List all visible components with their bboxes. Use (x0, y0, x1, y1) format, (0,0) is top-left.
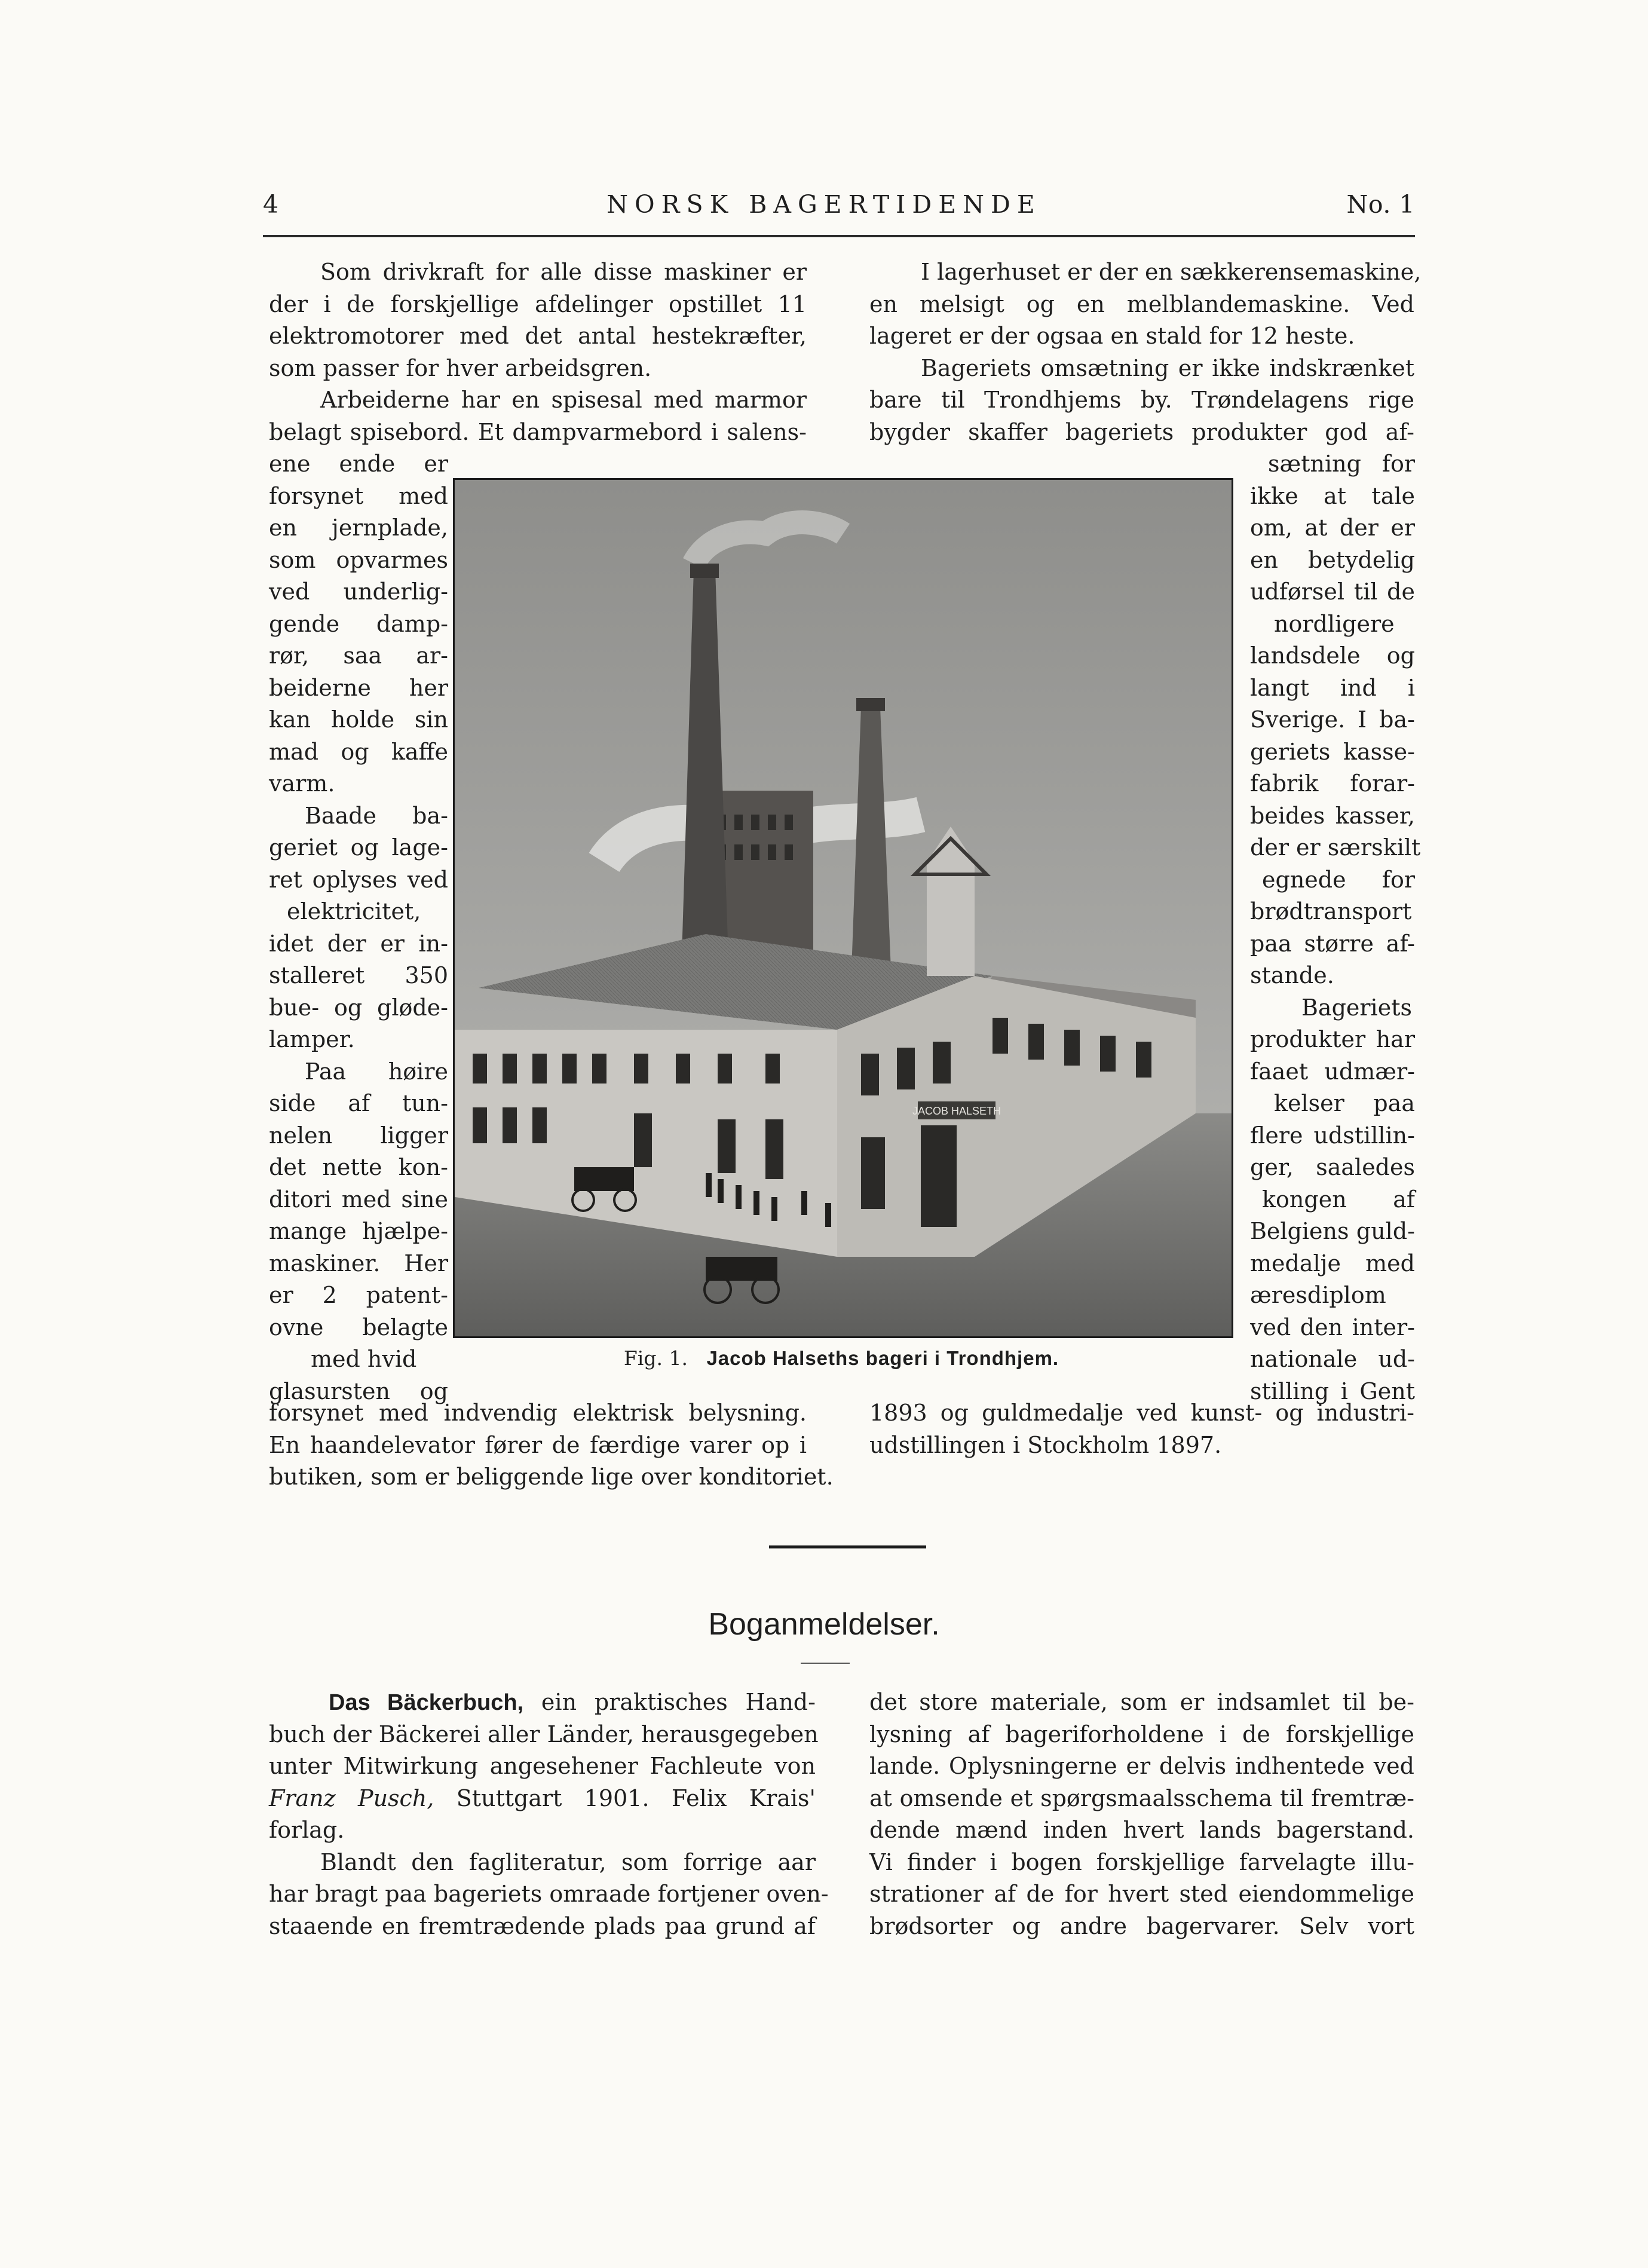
editor-name: Franz Pusch, (269, 1785, 434, 1811)
column-right-top (869, 256, 1422, 448)
text-line: brødtransport (1250, 898, 1412, 925)
text-line: maskiner. Her (269, 1250, 448, 1277)
figure-caption (453, 1346, 1230, 1370)
text-line: staaende en fremtrædende plads paa grund af (269, 1912, 816, 1939)
text-line: fabrik forar- (1250, 770, 1415, 797)
text-line: belagt spisebord. Et dampvarmebord i salens- (269, 418, 807, 445)
review-column-right (869, 1687, 1414, 1942)
text-line: elektromotorer med det antal hestekræfter, (269, 323, 807, 349)
text-line: beides kasser, (1250, 802, 1415, 829)
text-line: Arbeiderne har en spisesal med marmor (320, 387, 807, 413)
text-line: brødsorter og andre bagervarer. Selv vort (869, 1912, 1414, 1939)
text-line: lande. Oplysningerne er delvis indhentede ved (869, 1753, 1414, 1779)
text-line: ret oplyses ved (269, 866, 448, 893)
text-line: bue- og gløde- (269, 994, 448, 1021)
text-line: Paa høire (305, 1058, 448, 1085)
text-line: kongen af (1262, 1186, 1415, 1213)
page-number: 4 (263, 190, 279, 219)
text-line: har bragt paa bageriets omraade fortjener oven- (269, 1881, 829, 1907)
text-line: Bageriets omsætning er ikke indskrænket (921, 354, 1414, 381)
text-line: Vi finder i bogen forskjellige farvelagte illu- (869, 1848, 1414, 1875)
text-fragment: Stuttgart 1901. Felix Krais' (434, 1785, 816, 1811)
section-title-underline (801, 1663, 850, 1664)
text-line: en melsigt og en melblandemaskine. Ved (869, 290, 1414, 317)
text-line: En haandelevator fører de færdige varer op i (269, 1431, 807, 1458)
text-line: som passer for hver arbeidsgren. (269, 354, 652, 381)
text-line: der er særskilt (1250, 834, 1421, 861)
column-right-wrap (1250, 448, 1421, 1407)
journal-title: NORSK BAGERTIDENDE (606, 190, 1042, 219)
text-line: der i de forskjellige afdelinger opstillet 11 (269, 290, 807, 317)
review-column-left (269, 1687, 829, 1942)
text-line: ger, saaledes (1250, 1154, 1415, 1180)
text-line: kan holde sin (269, 706, 448, 733)
text-line: som opvarmes (269, 546, 448, 573)
column-right-bottom (869, 1397, 1414, 1461)
text-line: unter Mitwirkung angesehener Fachleute von (269, 1753, 816, 1779)
text-line: geriets kasse- (1250, 738, 1415, 765)
text-line: gende damp- (269, 610, 448, 637)
text-line: landsdele og (1250, 642, 1415, 669)
text-line: stande. (1250, 962, 1334, 988)
text-line: glasursten og (269, 1378, 448, 1404)
text-line: lamper. (269, 1026, 355, 1052)
text-line: produkter har (1250, 1026, 1415, 1052)
text-line: det nette kon- (269, 1154, 448, 1180)
text-line: Som drivkraft for alle disse maskiner er (320, 259, 807, 285)
text-line: om, at der er (1250, 515, 1415, 541)
text-line: dende mænd inden hvert lands bagerstand. (869, 1817, 1414, 1843)
text-line: udstillingen i Stockholm 1897. (869, 1431, 1222, 1458)
figure-title: Jacob Halseths bageri i Trondhjem. (706, 1347, 1059, 1369)
text-line: Blandt den fagliteratur, som forrige aar (320, 1848, 816, 1875)
text-line: Baade ba- (305, 802, 448, 829)
text-line: ene ende er (269, 451, 448, 477)
text-line: med hvid (311, 1346, 417, 1372)
text-line: lysning af bageriforholdene i de forskjellige (869, 1721, 1414, 1747)
text-line: nationale ud- (1250, 1346, 1415, 1372)
section-title: Boganmeldelser. (708, 1607, 940, 1642)
issue-number: No. 1 (1346, 190, 1415, 219)
text-line: Belgiens guld- (1250, 1218, 1415, 1244)
section-rule (769, 1545, 926, 1548)
text-line: bygder skaffer bageriets produkter god af- (869, 418, 1414, 445)
text-line: butiken, som er beliggende lige over konditoriet. (269, 1464, 834, 1490)
text-line: beiderne her (269, 674, 448, 701)
text-line: 1893 og guldmedalje ved kunst- og industri- (869, 1400, 1414, 1426)
text-line: langt ind i (1250, 674, 1415, 701)
bakery-photograph (453, 478, 1233, 1338)
text-line: stalleret 350 (269, 962, 448, 988)
text-line: ved underlig- (269, 579, 448, 605)
text-line: udførsel til de (1250, 579, 1415, 605)
text-line: varm. (269, 770, 335, 797)
text-line: stilling i Gent (1250, 1378, 1415, 1404)
text-line: er 2 patent- (269, 1282, 448, 1308)
text-line: geriet og lage- (269, 834, 448, 861)
text-line: paa større af- (1250, 930, 1415, 957)
text-line: elektricitet, (287, 898, 421, 925)
text-line: rør, saa ar- (269, 642, 448, 669)
text-line: æresdiplom (1250, 1282, 1386, 1308)
text-line: mad og kaffe (269, 738, 448, 765)
column-left-wrap (269, 448, 448, 1407)
figure-label: Fig. 1. (623, 1346, 688, 1370)
text-line: lageret er der ogsaa en stald for 12 heste. (869, 323, 1355, 349)
text-line: nelen ligger (269, 1122, 448, 1149)
text-line: strationer af de for hvert sted eiendommelige (869, 1881, 1414, 1907)
text-line: egnede for (1262, 866, 1415, 893)
text-line (269, 1783, 816, 1815)
text-line: sætning for (1268, 451, 1415, 477)
text-line: bare til Trondhjems by. Trøndelagens rige (869, 387, 1414, 413)
book-title: Das Bäckerbuch, (329, 1690, 524, 1715)
text-line (269, 1687, 816, 1719)
text-line: side af tun- (269, 1090, 448, 1116)
text-line: mange hjælpe- (269, 1218, 448, 1244)
text-line: medalje med (1250, 1250, 1415, 1277)
header-rule (263, 235, 1415, 237)
text-line: Bageriets (1301, 994, 1412, 1021)
column-left-bottom (269, 1397, 834, 1493)
text-line: kelser paa (1274, 1090, 1415, 1116)
text-fragment: ein praktisches Hand- (523, 1689, 816, 1715)
text-line: ovne belagte (269, 1314, 448, 1340)
text-line: ditori med sine (269, 1186, 448, 1213)
text-line: forlag. (269, 1817, 345, 1843)
text-line: en jernplade, (269, 515, 448, 541)
text-line: idet der er in- (269, 930, 448, 957)
text-line: flere udstillin- (1250, 1122, 1415, 1149)
bakery-sign: JACOB HALSETH (912, 1105, 1001, 1117)
text-line: I lagerhuset er der en sækkerensemaskine, (921, 259, 1422, 285)
text-line: faaet udmær- (1250, 1058, 1415, 1085)
text-line: ikke at tale (1250, 482, 1415, 509)
text-line: Sverige. I ba- (1250, 706, 1415, 733)
text-line: en betydelig (1250, 546, 1415, 573)
text-line: at omsende et spørgsmaalsschema til fremtræ- (869, 1785, 1414, 1811)
text-line: buch der Bäckerei aller Länder, herausgegeben (269, 1721, 819, 1747)
column-left-top (269, 256, 807, 448)
text-line: forsynet med indvendig elektrisk belysning. (269, 1400, 807, 1426)
text-line: nordligere (1274, 610, 1395, 637)
text-line: forsynet med (269, 482, 448, 509)
text-line: det store materiale, som er indsamlet til be- (869, 1689, 1414, 1715)
text-line: ved den inter- (1250, 1314, 1415, 1340)
